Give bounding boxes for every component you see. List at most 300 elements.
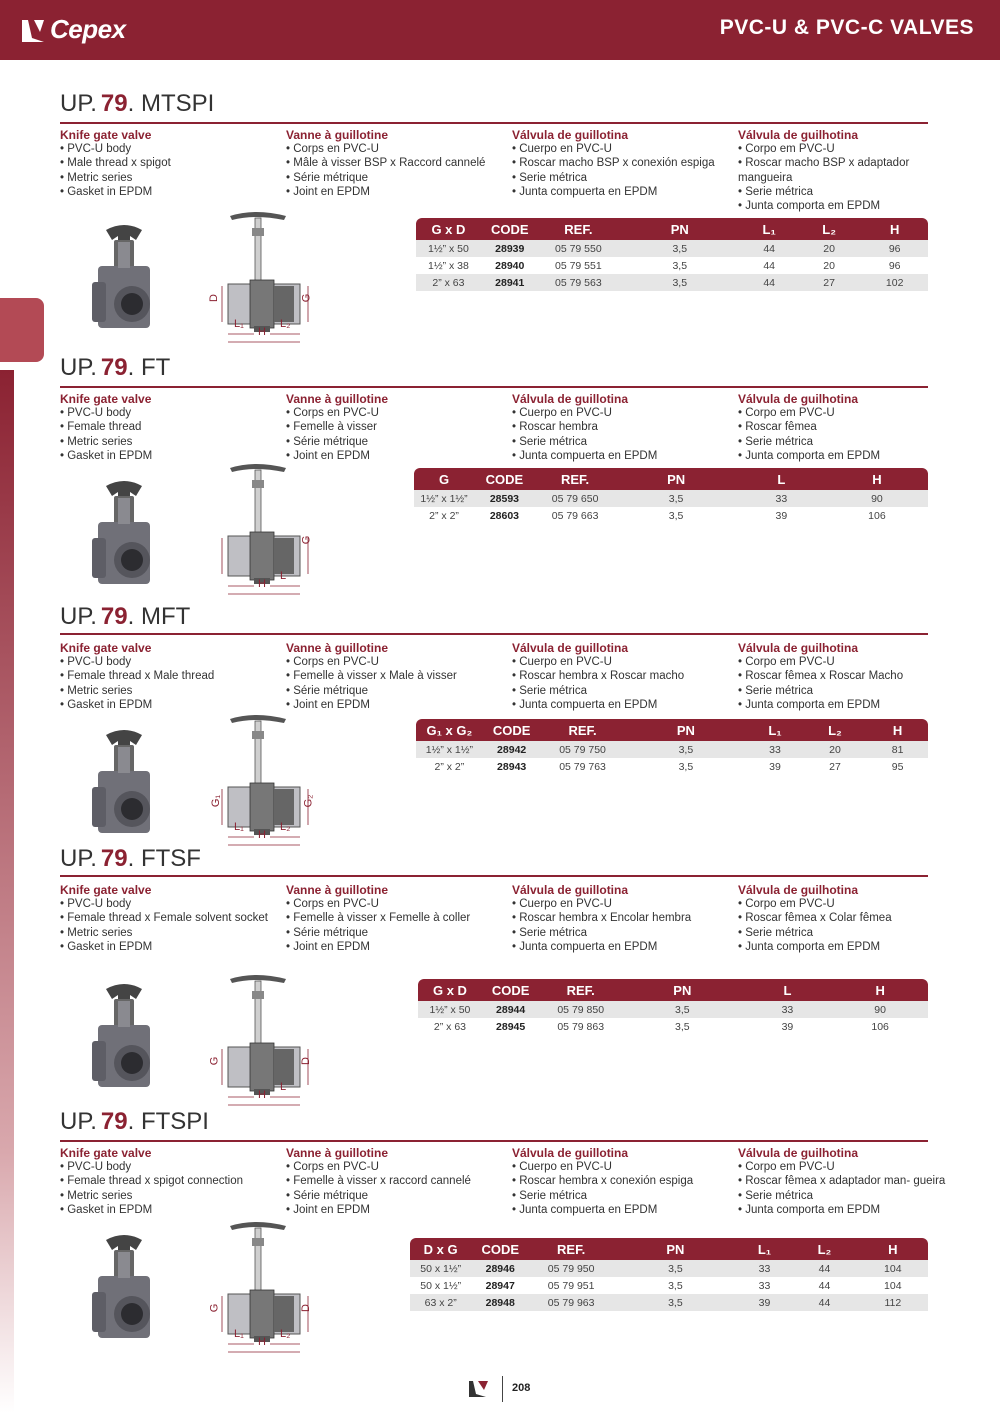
table-cell: 2” x 63 xyxy=(416,274,481,291)
table-cell: 1½” x 50 xyxy=(418,1001,482,1018)
table-cell: 05 79 863 xyxy=(539,1018,622,1035)
table-header-cell: L xyxy=(737,468,826,490)
dimension-label: L xyxy=(280,570,287,582)
dimension-label: L₂ xyxy=(280,1328,291,1340)
description-column xyxy=(512,883,732,954)
table-cell: 44 xyxy=(742,257,797,274)
brand-name: Cepex xyxy=(50,14,126,44)
specs-table xyxy=(418,979,928,1035)
section-title xyxy=(60,845,201,873)
table-cell: 28603 xyxy=(474,507,535,524)
table-cell: 39 xyxy=(738,1294,792,1311)
table-header-cell: PN xyxy=(618,218,741,240)
table-cell: 3,5 xyxy=(625,758,748,775)
description-item: • Serie métrica xyxy=(738,1189,958,1203)
description-item: • Corps en PVC-U xyxy=(286,142,506,156)
table-header-cell: REF. xyxy=(541,719,625,741)
section-rule xyxy=(60,633,928,635)
brand-logo xyxy=(18,14,126,46)
description-item: • PVC-U body xyxy=(60,1160,280,1174)
table-cell: 33 xyxy=(738,1260,792,1277)
table-row xyxy=(410,1277,928,1294)
table-cell: 63 x 2” xyxy=(410,1294,471,1311)
dimension-label: H xyxy=(258,1336,266,1348)
description-item: • Cuerpo en PVC-U xyxy=(512,1160,732,1174)
table-header-cell: L₁ xyxy=(742,218,797,240)
dimension-label: L₁ xyxy=(234,1328,244,1340)
table-header-cell: H xyxy=(826,468,928,490)
table-cell: 05 79 563 xyxy=(539,274,618,291)
description-column xyxy=(738,1146,958,1217)
description-list xyxy=(286,897,506,954)
description-list xyxy=(60,1160,280,1217)
table-cell: 28948 xyxy=(471,1294,529,1311)
description-item: • PVC-U body xyxy=(60,897,280,911)
description-item: • Junta comporta em EPDM xyxy=(738,1203,958,1217)
table-row xyxy=(416,257,928,274)
table-header-row xyxy=(416,218,928,240)
description-item: • Cuerpo en PVC-U xyxy=(512,142,732,156)
table-cell: 1½” x 1½” xyxy=(416,741,483,758)
side-gradient-bar xyxy=(0,370,14,1413)
description-item: • Femelle à visser x Femelle à coller xyxy=(286,911,506,925)
description-item: • Femelle à visser xyxy=(286,420,506,434)
description-list xyxy=(60,142,280,199)
description-list xyxy=(738,897,958,954)
description-list xyxy=(60,406,280,463)
description-list xyxy=(286,1160,506,1217)
title-prefix: UP. xyxy=(60,90,97,117)
table-header-cell: L₁ xyxy=(747,719,802,741)
description-list xyxy=(60,655,280,712)
description-item: • Junta compuerta en EPDM xyxy=(512,185,732,199)
table-cell: 44 xyxy=(791,1294,857,1311)
description-list xyxy=(512,142,732,199)
table-cell: 05 79 951 xyxy=(529,1277,613,1294)
description-column xyxy=(512,641,732,712)
description-item: • Femelle à visser x Male à visser xyxy=(286,669,506,683)
description-item: • Serie métrica xyxy=(738,926,958,940)
table-header-cell: G₁ x G₂ xyxy=(416,719,483,741)
table-row xyxy=(418,1001,928,1018)
description-item: • Gasket in EPDM xyxy=(60,698,280,712)
valve-photo xyxy=(84,1232,164,1348)
table-cell: 96 xyxy=(861,257,928,274)
description-item: • PVC-U body xyxy=(60,406,280,420)
table-header-cell: H xyxy=(867,719,928,741)
table-cell: 102 xyxy=(861,274,928,291)
description-column xyxy=(512,128,732,199)
table-header-row xyxy=(416,719,928,741)
table-cell: 3,5 xyxy=(618,257,741,274)
description-column xyxy=(286,883,506,954)
description-item: • Gasket in EPDM xyxy=(60,1203,280,1217)
description-column xyxy=(512,1146,732,1217)
table-cell: 104 xyxy=(858,1260,928,1277)
table-cell: 3,5 xyxy=(613,1277,738,1294)
description-item: • Corpo em PVC-U xyxy=(738,655,958,669)
description-heading: Válvula de guilhotina xyxy=(738,1146,859,1160)
description-heading: Vanne à guillotine xyxy=(286,641,389,655)
table-cell: 95 xyxy=(867,758,928,775)
description-item: • Male thread x spigot xyxy=(60,156,280,170)
description-column xyxy=(286,641,506,712)
description-heading: Válvula de guilhotina xyxy=(738,128,859,142)
table-cell: 1½” x 50 xyxy=(416,240,481,257)
title-prefix: UP. xyxy=(60,845,97,872)
table-row xyxy=(418,1018,928,1035)
section-rule xyxy=(60,1140,928,1142)
title-number: 79 xyxy=(100,354,128,381)
table-cell: 106 xyxy=(826,507,928,524)
table-header-cell: H xyxy=(832,979,928,1001)
page-header xyxy=(0,0,1000,60)
title-prefix: UP. xyxy=(60,1108,97,1135)
table-cell: 28944 xyxy=(482,1001,539,1018)
table-header-cell: H xyxy=(861,218,928,240)
table-cell: 3,5 xyxy=(613,1260,738,1277)
section-rule xyxy=(60,386,928,388)
table-header-cell: CODE xyxy=(482,979,539,1001)
valve-photo xyxy=(84,981,164,1097)
cepex-logo-icon xyxy=(18,16,48,46)
title-model: . FTSF xyxy=(127,845,201,872)
title-model: . FT xyxy=(127,354,171,381)
description-item: • Corpo em PVC-U xyxy=(738,406,958,420)
table-cell: 96 xyxy=(861,240,928,257)
side-tab xyxy=(0,298,44,362)
section-title xyxy=(60,1108,209,1136)
title-number: 79 xyxy=(100,1108,128,1135)
section-title xyxy=(60,354,170,382)
title-number: 79 xyxy=(100,90,128,117)
description-item: • Corpo em PVC-U xyxy=(738,142,958,156)
description-item: • Junta comporta em EPDM xyxy=(738,199,958,213)
description-item: • Roscar hembra x Roscar macho xyxy=(512,669,732,683)
description-column xyxy=(60,1146,280,1217)
table-cell: 05 79 650 xyxy=(535,490,616,507)
description-item: • Corps en PVC-U xyxy=(286,406,506,420)
header-title: PVC-U & PVC-C VALVES xyxy=(719,16,974,39)
description-column xyxy=(60,128,280,199)
dimension-label: L₂ xyxy=(280,318,291,330)
table-cell: 27 xyxy=(803,758,868,775)
description-item: • Femelle à visser x raccord cannelé xyxy=(286,1174,506,1188)
table-header-cell: PN xyxy=(613,1238,738,1260)
section-title xyxy=(60,603,190,631)
dimension-label: G₂ xyxy=(302,794,315,808)
dimension-label: G₁ xyxy=(210,794,223,808)
specs-table xyxy=(410,1238,928,1311)
description-item: • Cuerpo en PVC-U xyxy=(512,897,732,911)
dimension-label: G xyxy=(300,293,313,303)
table-header-cell: CODE xyxy=(471,1238,529,1260)
description-list xyxy=(738,406,958,463)
table-header-cell: CODE xyxy=(481,218,539,240)
description-column xyxy=(738,641,958,712)
title-number: 79 xyxy=(100,845,128,872)
title-model: . MTSPI xyxy=(127,90,215,117)
description-item: • Serie métrica xyxy=(738,684,958,698)
table-cell: 05 79 663 xyxy=(535,507,616,524)
table-cell: 90 xyxy=(832,1001,928,1018)
description-heading: Vanne à guillotine xyxy=(286,392,389,406)
description-item: • Cuerpo en PVC-U xyxy=(512,406,732,420)
table-cell: 33 xyxy=(738,1277,792,1294)
description-item: • Roscar macho BSP x conexión espiga xyxy=(512,156,732,170)
description-item: • Junta compuerta en EPDM xyxy=(512,698,732,712)
table-cell: 28945 xyxy=(482,1018,539,1035)
table-cell: 3,5 xyxy=(622,1001,742,1018)
dimension-label: H xyxy=(258,578,266,590)
description-heading: Válvula de guillotina xyxy=(512,883,629,897)
description-column xyxy=(738,392,958,463)
dimension-label: H xyxy=(258,1089,266,1101)
table-header-cell: CODE xyxy=(483,719,541,741)
dimension-label: G xyxy=(300,535,313,545)
dimension-label: D xyxy=(299,1057,312,1065)
description-item: • Gasket in EPDM xyxy=(60,185,280,199)
table-header-cell: L₁ xyxy=(738,1238,792,1260)
description-item: • Série métrique xyxy=(286,926,506,940)
description-item: • Female thread x spigot connection xyxy=(60,1174,280,1188)
table-row xyxy=(416,240,928,257)
description-column xyxy=(286,1146,506,1217)
table-cell: 2” x 2” xyxy=(414,507,474,524)
description-heading: Knife gate valve xyxy=(60,128,152,142)
description-column xyxy=(286,128,506,199)
dimension-label: L₂ xyxy=(280,821,291,833)
dimension-label: L xyxy=(280,1081,287,1093)
table-cell: 1½” x 38 xyxy=(416,257,481,274)
table-header-cell: G x D xyxy=(418,979,482,1001)
table-cell: 28946 xyxy=(471,1260,529,1277)
section-title xyxy=(60,90,214,118)
description-column xyxy=(60,392,280,463)
table-header-cell: REF. xyxy=(539,979,622,1001)
dimension-label: H xyxy=(258,326,266,338)
dimension-label: L₁ xyxy=(234,821,244,833)
description-item: • Corpo em PVC-U xyxy=(738,897,958,911)
section-rule xyxy=(60,875,928,877)
table-header-cell: REF. xyxy=(529,1238,613,1260)
description-column xyxy=(60,641,280,712)
table-cell: 28939 xyxy=(481,240,539,257)
description-item: • Serie métrica xyxy=(512,435,732,449)
product-section xyxy=(60,1108,946,1368)
table-cell: 28941 xyxy=(481,274,539,291)
title-prefix: UP. xyxy=(60,603,97,630)
dimension-label: L₁ xyxy=(234,318,244,330)
description-item: • Junta compuerta en EPDM xyxy=(512,449,732,463)
table-cell: 1½” x 1½” xyxy=(414,490,474,507)
table-cell: 44 xyxy=(791,1260,857,1277)
table-cell: 2” x 2” xyxy=(416,758,483,775)
description-heading: Vanne à guillotine xyxy=(286,883,389,897)
description-item: • Female thread xyxy=(60,420,280,434)
description-item: • Joint en EPDM xyxy=(286,698,506,712)
table-header-cell: H xyxy=(858,1238,928,1260)
description-column xyxy=(60,883,280,954)
product-section xyxy=(60,354,930,614)
description-list xyxy=(512,406,732,463)
description-item: • Serie métrica xyxy=(512,926,732,940)
description-item: • PVC-U body xyxy=(60,142,280,156)
description-item: • Metric series xyxy=(60,684,280,698)
description-item: • Junta comporta em EPDM xyxy=(738,698,958,712)
title-prefix: UP. xyxy=(60,354,97,381)
title-model: . FTSPI xyxy=(127,1108,209,1135)
table-header-cell: PN xyxy=(622,979,742,1001)
description-item: • Corps en PVC-U xyxy=(286,655,506,669)
table-cell: 106 xyxy=(832,1018,928,1035)
table-cell: 33 xyxy=(747,741,802,758)
table-cell: 33 xyxy=(743,1001,833,1018)
table-cell: 90 xyxy=(826,490,928,507)
title-model: . MFT xyxy=(127,603,191,630)
table-cell: 3,5 xyxy=(618,274,741,291)
specs-table xyxy=(416,719,928,775)
table-cell: 3,5 xyxy=(613,1294,738,1311)
table-cell: 81 xyxy=(867,741,928,758)
table-cell: 50 x 1½” xyxy=(410,1260,471,1277)
table-row xyxy=(410,1260,928,1277)
table-cell: 28943 xyxy=(483,758,541,775)
dimension-label: H xyxy=(258,829,266,841)
dimension-label: D xyxy=(299,1304,312,1312)
description-heading: Válvula de guilhotina xyxy=(738,883,859,897)
description-item: • PVC-U body xyxy=(60,655,280,669)
valve-photo xyxy=(84,222,164,338)
table-header-cell: G x D xyxy=(416,218,481,240)
description-item: • Roscar fêmea x adaptador man- gueira xyxy=(738,1174,958,1188)
table-row xyxy=(414,507,928,524)
table-header-row xyxy=(418,979,928,1001)
table-cell: 39 xyxy=(743,1018,833,1035)
table-header-row xyxy=(414,468,928,490)
description-item: • Corpo em PVC-U xyxy=(738,1160,958,1174)
table-header-cell: PN xyxy=(625,719,748,741)
description-list xyxy=(512,897,732,954)
description-heading: Válvula de guilhotina xyxy=(738,392,859,406)
product-section xyxy=(60,845,930,1105)
table-cell: 27 xyxy=(797,274,861,291)
description-item: • Junta compuerta en EPDM xyxy=(512,940,732,954)
description-list xyxy=(738,1160,958,1217)
description-item: • Mâle à visser BSP x Raccord cannelé xyxy=(286,156,506,170)
table-header-cell: REF. xyxy=(535,468,616,490)
table-header-cell: PN xyxy=(615,468,736,490)
description-list xyxy=(286,142,506,199)
table-cell: 44 xyxy=(742,240,797,257)
table-header-cell: REF. xyxy=(539,218,618,240)
table-header-cell: L₂ xyxy=(797,218,861,240)
table-header-cell: CODE xyxy=(474,468,535,490)
description-item: • Roscar fêmea x Colar fêmea xyxy=(738,911,958,925)
table-header-row xyxy=(410,1238,928,1260)
description-heading: Knife gate valve xyxy=(60,392,152,406)
description-item: • Female thread x Male thread xyxy=(60,669,280,683)
table-cell: 39 xyxy=(737,507,826,524)
description-list xyxy=(286,406,506,463)
table-cell: 05 79 950 xyxy=(529,1260,613,1277)
table-cell: 44 xyxy=(742,274,797,291)
table-row xyxy=(410,1294,928,1311)
description-item: • Roscar hembra x Encolar hembra xyxy=(512,911,732,925)
valve-photo xyxy=(84,727,164,843)
description-item: • Corps en PVC-U xyxy=(286,1160,506,1174)
description-list xyxy=(286,655,506,712)
description-item: • Serie métrica xyxy=(512,171,732,185)
description-item: • Série métrique xyxy=(286,684,506,698)
description-item: • Joint en EPDM xyxy=(286,940,506,954)
table-cell: 05 79 963 xyxy=(529,1294,613,1311)
description-column xyxy=(286,392,506,463)
product-section xyxy=(60,603,930,863)
table-header-cell: G xyxy=(414,468,474,490)
description-item: • Roscar fêmea x Roscar Macho xyxy=(738,669,958,683)
description-list xyxy=(512,655,732,712)
description-item: • Junta compuerta en EPDM xyxy=(512,1203,732,1217)
table-cell: 39 xyxy=(747,758,802,775)
dimension-label: G xyxy=(208,1056,221,1066)
description-heading: Knife gate valve xyxy=(60,883,152,897)
description-item: • Joint en EPDM xyxy=(286,185,506,199)
description-item: • Série métrique xyxy=(286,435,506,449)
footer-divider xyxy=(502,1376,503,1402)
description-item: • Série métrique xyxy=(286,171,506,185)
table-cell: 3,5 xyxy=(615,507,736,524)
table-header-cell: L₂ xyxy=(791,1238,857,1260)
table-cell: 44 xyxy=(791,1277,857,1294)
table-cell: 112 xyxy=(858,1294,928,1311)
description-item: • Roscar hembra xyxy=(512,420,732,434)
description-item: • Female thread x Female solvent socket xyxy=(60,911,280,925)
description-item: • Metric series xyxy=(60,926,280,940)
specs-table xyxy=(416,218,928,291)
table-row xyxy=(416,741,928,758)
description-heading: Válvula de guillotina xyxy=(512,1146,629,1160)
description-item: • Gasket in EPDM xyxy=(60,940,280,954)
description-heading: Knife gate valve xyxy=(60,1146,152,1160)
description-item: • Roscar hembra x conexión espiga xyxy=(512,1174,732,1188)
description-item: • Serie métrica xyxy=(738,185,958,199)
table-header-cell: L₂ xyxy=(803,719,868,741)
description-item: • Roscar fêmea xyxy=(738,420,958,434)
description-heading: Knife gate valve xyxy=(60,641,152,655)
page-footer xyxy=(466,1374,546,1404)
table-cell: 05 79 551 xyxy=(539,257,618,274)
description-item: • Série métrique xyxy=(286,1189,506,1203)
description-item: • Joint en EPDM xyxy=(286,449,506,463)
description-item: • Gasket in EPDM xyxy=(60,449,280,463)
description-list xyxy=(738,142,958,213)
description-item: • Metric series xyxy=(60,435,280,449)
product-section xyxy=(60,90,930,350)
description-list xyxy=(60,897,280,954)
table-cell: 28947 xyxy=(471,1277,529,1294)
description-item: • Roscar macho BSP x adaptador mangueira xyxy=(738,156,958,184)
description-item: • Serie métrica xyxy=(512,684,732,698)
table-row xyxy=(416,274,928,291)
table-cell: 104 xyxy=(858,1277,928,1294)
valve-photo xyxy=(84,478,164,594)
description-heading: Válvula de guillotina xyxy=(512,392,629,406)
table-cell: 28940 xyxy=(481,257,539,274)
cepex-footer-logo-icon xyxy=(466,1378,496,1400)
description-heading: Vanne à guillotine xyxy=(286,128,389,142)
table-cell: 20 xyxy=(797,257,861,274)
